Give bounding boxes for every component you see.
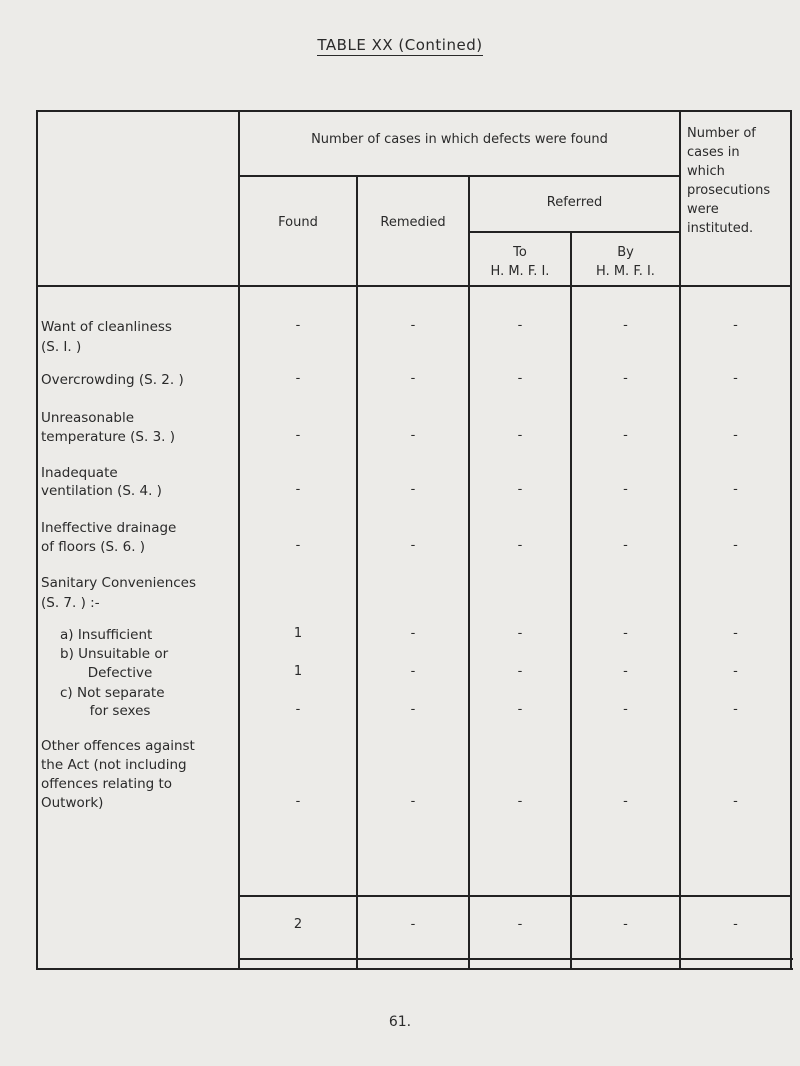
row-label: Overcrowding (S. 2. ) <box>41 372 184 388</box>
table-cell: - <box>623 318 628 333</box>
table-cell: - <box>733 428 738 443</box>
table-cell: - <box>733 794 738 809</box>
table-cell: - <box>295 794 301 809</box>
table-cell: - <box>623 371 628 386</box>
row-label: Inadequate <box>41 465 118 481</box>
row-label: a) Insufficient <box>60 627 153 643</box>
table-cell: - <box>410 371 416 386</box>
table-left-border <box>36 110 38 970</box>
table-cell: - <box>517 664 523 679</box>
table-cell: - <box>517 482 523 497</box>
header-cases-found: Number of cases in which defects were found <box>311 132 608 147</box>
row-label: Sanitary Conveniences <box>41 575 197 591</box>
table-cell: - <box>733 664 738 679</box>
table-cell: - <box>733 702 738 717</box>
table-cell: - <box>410 318 416 333</box>
row-label: Defective <box>87 665 153 681</box>
total-cell: - <box>623 917 628 932</box>
table-cell: - <box>623 538 628 553</box>
header-divider-2 <box>468 231 679 233</box>
row-label: Ineffective drainage <box>41 520 177 536</box>
document-page: TABLE XX (Contined) Number of cases in which defects were found Number of cases in which prosecutions were instituted. Found Remedied Referred To H. M. F. I. By H. M. F. I. Want of cleanliness (S. I. ) Overcrowding (S. 2. ) Unreasonable temperature (S. 3. ) Inadequate ventilation (S. 4. ) Ineffective drainage of floors (S. 6. ) Sanitary Conveniences (S. 7. ) :- a) Insufficient b) Unsuitable or Defective c) Not separate for sexes Other offences against the Act (not including offences relating to Outwork) - - - - - - - - - - - - - - - - - - - - - - - - - 1 - - - - 1 - - - - - - - - - - - - - - 2 - - - - 61. <box>0 0 800 1066</box>
totals-top-border <box>238 895 791 897</box>
table-cell: - <box>623 428 628 443</box>
row-label: (S. 7. ) :- <box>41 595 100 611</box>
table-cell: - <box>410 702 416 717</box>
row-label: Unreasonable <box>41 410 135 426</box>
table-top-border <box>36 110 791 112</box>
table-cell: - <box>733 371 738 386</box>
table-cell: - <box>295 318 301 333</box>
table-cell: 1 <box>293 664 303 679</box>
row-label: c) Not separate <box>60 685 165 701</box>
col-divider-by <box>570 231 572 970</box>
table-title: TABLE XX (Contined) <box>317 36 483 54</box>
table-cell: - <box>733 626 738 641</box>
table-cell: - <box>623 794 628 809</box>
table-cell: - <box>517 428 523 443</box>
table-cell: - <box>410 664 416 679</box>
total-cell: - <box>410 917 416 932</box>
header-remedied: Remedied <box>380 215 446 230</box>
table-cell: - <box>410 428 416 443</box>
table-cell: - <box>517 794 523 809</box>
table-cell: - <box>295 371 301 386</box>
table-cell: - <box>517 702 523 717</box>
table-cell: - <box>410 626 416 641</box>
table-cell: - <box>623 626 628 641</box>
table-cell: - <box>517 371 523 386</box>
table-cell: - <box>410 794 416 809</box>
totals-bottom-border <box>238 958 793 960</box>
table-right-border <box>790 110 792 970</box>
table-cell: - <box>517 318 523 333</box>
table-cell: - <box>295 702 301 717</box>
table-cell: - <box>410 538 416 553</box>
table-cell: - <box>517 626 523 641</box>
table-cell: - <box>623 702 628 717</box>
header-found: Found <box>278 215 318 230</box>
table-cell: - <box>295 482 301 497</box>
row-label: Outwork) <box>41 795 104 811</box>
table-cell: - <box>410 482 416 497</box>
row-label: temperature (S. 3. ) <box>41 429 176 445</box>
table-cell: - <box>733 538 738 553</box>
table-cell: - <box>623 482 628 497</box>
row-label: the Act (not including <box>41 757 187 773</box>
table-cell: 1 <box>293 626 303 641</box>
row-label: b) Unsuitable or <box>60 646 169 662</box>
total-cell: 2 <box>293 917 303 932</box>
total-cell: - <box>517 917 523 932</box>
header-referred: Referred <box>546 195 603 210</box>
table-cell: - <box>517 538 523 553</box>
table-cell: - <box>295 538 301 553</box>
table-cell: - <box>733 482 738 497</box>
row-label: ventilation (S. 4. ) <box>41 483 162 499</box>
row-label: offences relating to <box>41 776 173 792</box>
row-label: Other offences against <box>41 738 195 754</box>
col-divider-remedied <box>356 175 358 970</box>
table-cell: - <box>623 664 628 679</box>
table-cell: - <box>295 428 301 443</box>
col-divider-to <box>468 175 470 970</box>
row-label: (S. I. ) <box>41 339 82 355</box>
header-divider-1 <box>238 175 679 177</box>
page-number: 61. <box>388 1014 412 1030</box>
row-label: Want of cleanliness <box>41 319 172 335</box>
row-label: of floors (S. 6. ) <box>41 539 146 555</box>
table-cell: - <box>733 318 738 333</box>
total-cell: - <box>733 917 738 932</box>
header-bottom-border <box>36 285 791 287</box>
row-label: for sexes <box>89 703 151 719</box>
